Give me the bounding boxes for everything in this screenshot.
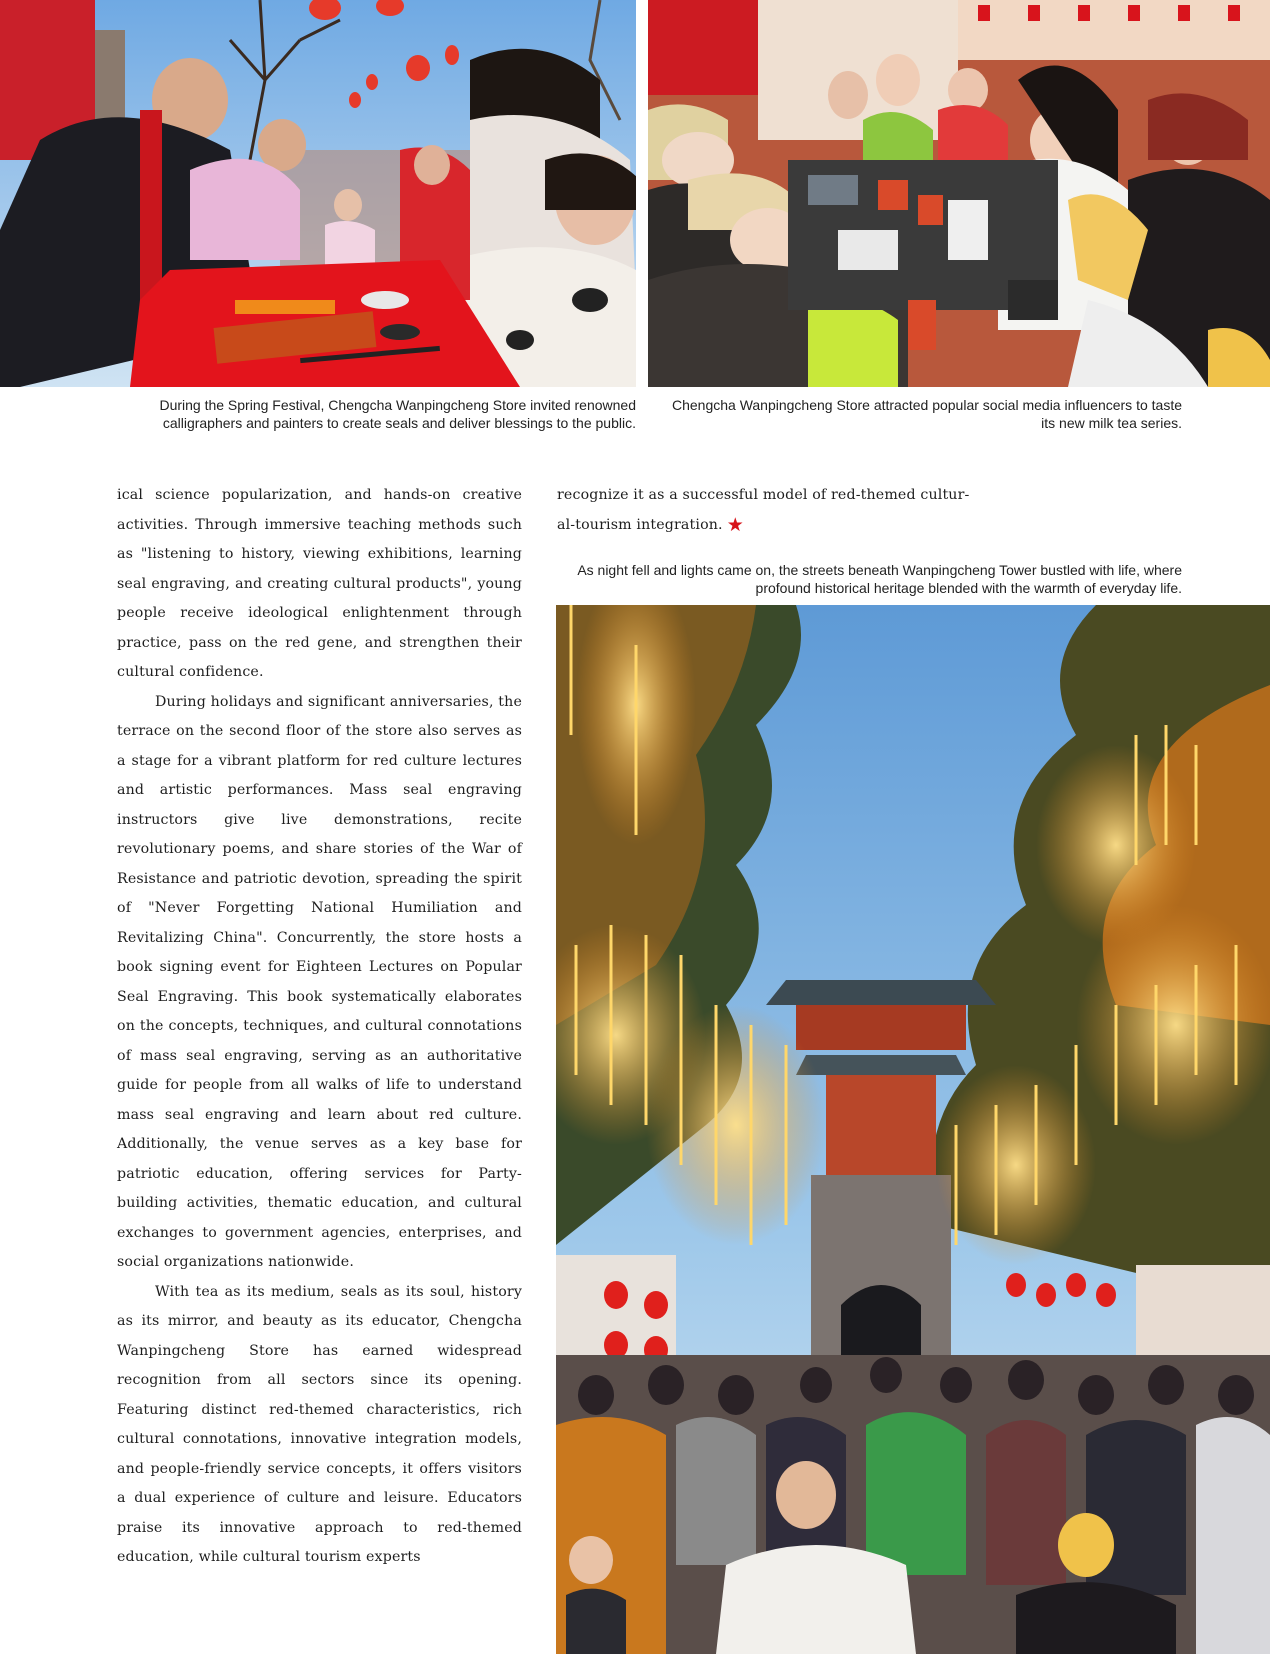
article-paragraph: ical science popularization, and hands-on creative activities. Through immersive teaching methods such as "listening to history, viewing exhibitions, learning seal engraving, and creating cultural products", young people receive ideological enlightenment through practice, pass on the red gene, and strengthen their cultural confidence. — [117, 487, 522, 680]
article-line-text: al-tourism integration. — [557, 516, 723, 533]
article-line: recognize it as a successful model of red-themed cultur- — [557, 487, 970, 503]
milk-tea-influencers-photo — [648, 0, 1270, 387]
caption-text: During the Spring Festival, Chengcha Wanpingcheng Store invited renowned calligraphers and painters to create seals and deliver blessings to the public. — [159, 397, 636, 431]
caption-text: Chengcha Wanpingcheng Store attracted popular social media influencers to taste its new milk tea series. — [671, 397, 1182, 431]
article-right-column — [557, 481, 987, 540]
calligraphy-event-photo — [0, 0, 636, 387]
article-paragraph: With tea as its medium, seals as its soul, history as its mirror, and beauty as its educator, Chengcha Wanpingcheng Store has earned widespread recognition from all sectors since its opening. Featuring distinct red-themed characteristics, rich cultural connotations, innovative integration models, and people-friendly service concepts, it offers visitors a dual experience of culture and leisure. Educators praise its innovative approach to red-themed education, while cultural tourism experts — [117, 1283, 522, 1565]
night-photo-caption — [557, 561, 1182, 597]
photo-caption-right — [660, 396, 1182, 432]
end-of-article-star-icon: ★ — [726, 513, 744, 536]
caption-text: As night fell and lights came on, the streets beneath Wanpingcheng Tower bustled with life, where profound historical heritage blended with the warmth of everyday life. — [577, 562, 1182, 596]
article-left-column — [117, 481, 522, 1573]
night-street-photo — [556, 605, 1270, 1654]
photo-caption-left — [118, 396, 636, 432]
article-line-end — [557, 511, 987, 541]
article-paragraph: During holidays and significant anniversaries, the terrace on the second floor of the store also serves as a stage for a vibrant platform for red culture lectures and artistic performances. Mass seal engraving instructors give live demonstrations, recite revolutionary poems, and share stories of the War of Resistance and patriotic devotion, spreading the spirit of "Never Forgetting National Humiliation and Revitalizing China". Concurrently, the store hosts a book signing event for Eighteen Lectures on Popular Seal Engraving. This book systematically elaborates on the concepts, techniques, and cultural connotations of mass seal engraving, serving as an authoritative guide for people from all walks of life to understand mass seal engraving and learn about red culture. Additionally, the venue serves as a key base for patriotic education, offering services for Party-building activities, thematic education, and cultural exchanges to government agencies, enterprises, and social organizations nationwide. — [117, 693, 522, 1270]
